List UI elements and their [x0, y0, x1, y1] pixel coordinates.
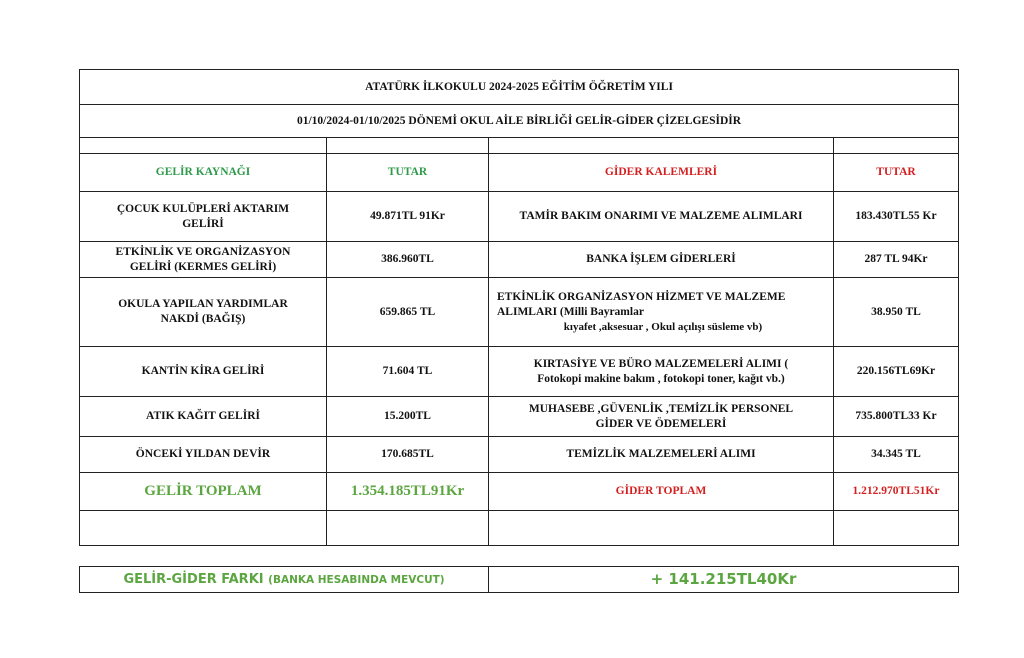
empty-cell — [489, 511, 834, 546]
table-row — [80, 437, 959, 473]
income-amount-cell: 15.200TL — [327, 397, 489, 437]
expense-amount-cell: 34.345 TL — [834, 437, 959, 473]
spacer-cell — [489, 138, 834, 154]
income-amount-cell: 659.865 TL — [327, 278, 489, 347]
expense-amount-cell: 183.430TL55 Kr — [834, 192, 959, 242]
expense-item-note: kıyafet ,aksesuar , Okul açılışı süsleme vb) — [563, 320, 763, 333]
difference-table — [79, 566, 959, 593]
income-amount-cell: 49.871TL 91Kr — [327, 192, 489, 242]
header-income-source: GELİR KAYNAĞI — [80, 154, 327, 192]
expense-amount-cell: 220.156TL69Kr — [834, 347, 959, 397]
income-expense-table — [79, 69, 959, 546]
expense-amount-cell: 735.800TL33 Kr — [834, 397, 959, 437]
spacer-cell — [80, 138, 327, 154]
income-amount-cell: 386.960TL — [327, 242, 489, 278]
income-source-cell: ÇOCUK KULÜPLERİ AKTARIM GELİRİ — [80, 192, 327, 242]
table-row — [80, 242, 959, 278]
income-source-cell: OKULA YAPILAN YARDIMLAR NAKDİ (BAĞIŞ) — [80, 278, 327, 347]
expense-item-cell: BANKA İŞLEM GİDERLERİ — [489, 242, 834, 278]
income-total-value: 1.354.185TL91Kr — [327, 473, 489, 511]
income-total-label: GELİR TOPLAM — [80, 473, 327, 511]
expense-item-cell: MUHASEBE ,GÜVENLİK ,TEMİZLİK PERSONEL GİDER VE ÖDEMELERİ — [489, 397, 834, 437]
income-amount-cell: 71.604 TL — [327, 347, 489, 397]
table-row — [80, 278, 959, 347]
expense-item-cell: TEMİZLİK MALZEMELERİ ALIMI — [489, 437, 834, 473]
totals-row — [80, 473, 959, 511]
expense-item-cell: KIRTASİYE VE BÜRO MALZEMELERİ ALIMI ( Fotokopi makine bakım , fotokopi toner, kağıt vb.) — [489, 347, 834, 397]
table-row — [80, 192, 959, 242]
income-source-cell: ATIK KAĞIT GELİRİ — [80, 397, 327, 437]
empty-cell — [834, 511, 959, 546]
expense-item-cell — [489, 278, 834, 347]
expense-item-cell: TAMİR BAKIM ONARIMI VE MALZEME ALIMLARI — [489, 192, 834, 242]
income-source-cell: ETKİNLİK VE ORGANİZASYON GELİRİ (KERMES GELİRİ) — [80, 242, 327, 278]
difference-label — [80, 567, 489, 593]
difference-value: + 141.215TL40Kr — [489, 567, 959, 593]
header-expense-amount: TUTAR — [834, 154, 959, 192]
expense-total-label: GİDER TOPLAM — [489, 473, 834, 511]
expense-amount-cell: 38.950 TL — [834, 278, 959, 347]
header-income-amount: TUTAR — [327, 154, 489, 192]
table-row — [80, 397, 959, 437]
document-subtitle: 01/10/2024-01/10/2025 DÖNEMİ OKUL AİLE BİRLİĞİ GELİR-GİDER ÇİZELGESİDİR — [80, 105, 959, 138]
header-expense-item: GİDER KALEMLERİ — [489, 154, 834, 192]
expense-item-title: ETKİNLİK ORGANİZASYON HİZMET VE MALZEME ALIMLARI (Milli Bayramlar — [497, 290, 786, 318]
expense-amount-cell: 287 TL 94Kr — [834, 242, 959, 278]
spacer-cell — [834, 138, 959, 154]
income-source-cell: ÖNCEKİ YILDAN DEVİR — [80, 437, 327, 473]
table-row — [80, 347, 959, 397]
document-title: ATATÜRK İLKOKULU 2024-2025 EĞİTİM ÖĞRETİM YILI — [80, 70, 959, 105]
spacer-cell — [327, 138, 489, 154]
income-source-cell: KANTİN KİRA GELİRİ — [80, 347, 327, 397]
empty-cell — [327, 511, 489, 546]
expense-total-value: 1.212.970TL51Kr — [834, 473, 959, 511]
income-amount-cell: 170.685TL — [327, 437, 489, 473]
difference-label-main: GELİR-GİDER FARKI — [123, 571, 269, 587]
difference-label-note: (BANKA HESABINDA MEVCUT) — [268, 573, 445, 586]
empty-cell — [80, 511, 327, 546]
